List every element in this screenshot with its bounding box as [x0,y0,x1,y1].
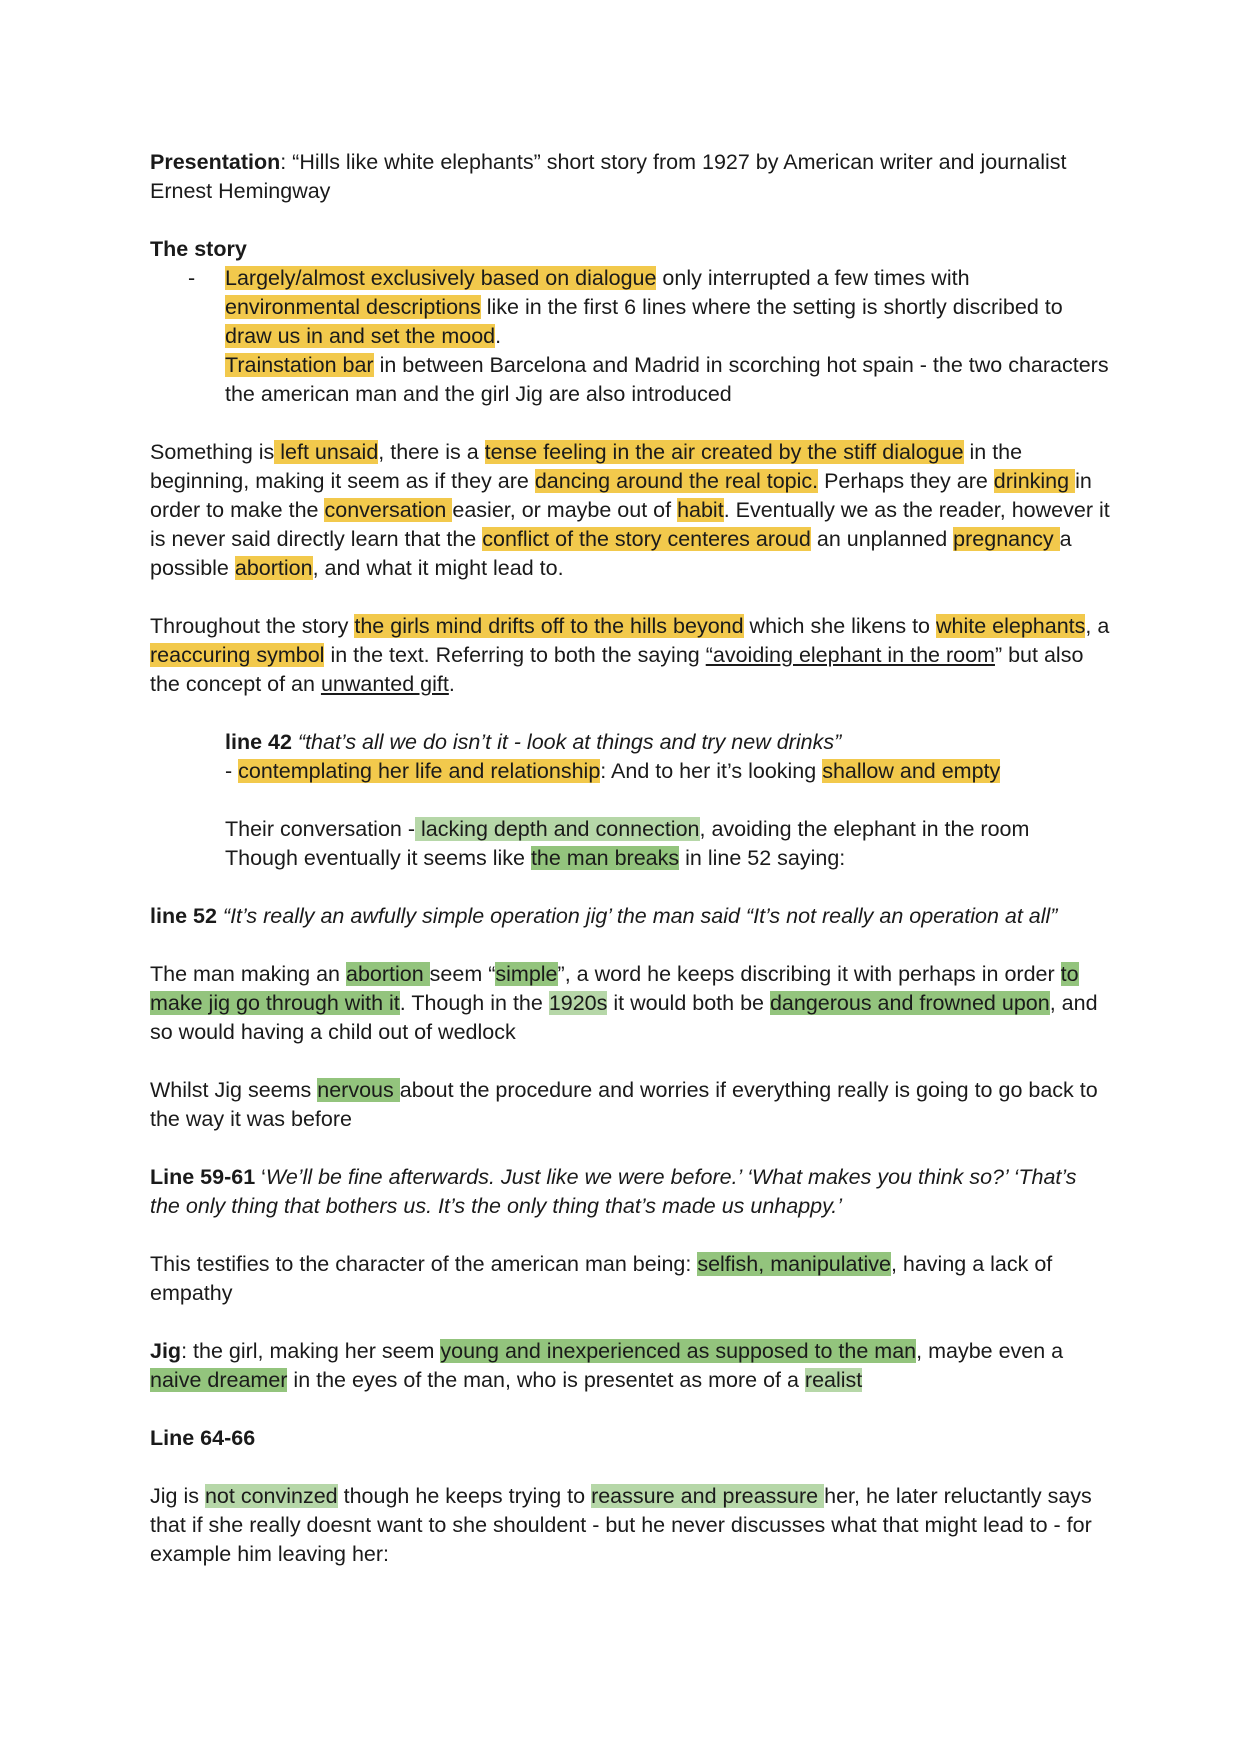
text-run: . Though in the [399,991,549,1015]
quote-line [225,728,1110,757]
highlight: the girls mind drifts off to the hills beyond [354,614,744,638]
highlight: 1920s [548,991,608,1015]
quote-text: “It’s really an awfully simple operation jig’ the man said “It’s not really an operation at all” [216,904,1058,928]
spacer [150,1134,1110,1163]
highlight: lacking depth and connection [415,817,700,841]
jig-label: Jig [150,1339,182,1363]
text-run: about the procedure and worries if everything really is going to go back to the way it was before [150,1078,1098,1131]
text-run: . Eventually we as the reader, however it is never said directly learn that the [150,498,1110,551]
text-run: which she likens to [743,614,936,638]
text-run: Though eventually it seems like [225,846,531,870]
paragraph-symbol [150,612,1110,699]
spacer [150,873,1110,902]
paragraph-setting [225,351,1110,409]
intro-label: Presentation [150,150,281,174]
paragraph-not-convinced [150,1482,1110,1569]
text-run: Jig is [150,1484,205,1508]
highlight: Largely/almost exclusively based on dialogue [225,266,657,290]
spacer [150,409,1110,438]
text-run: The man making an [150,962,346,986]
highlight: conversation [324,498,453,522]
text-run: in line 52 saying: [679,846,846,870]
line-label: Line 59-61 [150,1165,256,1189]
highlight: habit [677,498,724,522]
paragraph-dialogue [225,264,1110,351]
text-run: This testifies to the character of the american man being: [150,1252,698,1276]
spacer [150,583,1110,612]
underlined-text: unwanted gift [320,672,449,696]
highlight: reaccuring symbol [150,643,325,667]
highlight: dangerous and frowned upon [769,991,1050,1015]
text-run: , avoiding the elephant in the room [699,817,1030,841]
underlined-text: “avoiding elephant in the room [705,643,995,667]
text-run: , maybe even a [916,1339,1064,1363]
text-run: though he keeps trying to [337,1484,592,1508]
text-run: Perhaps they are [818,469,994,493]
text-run: in the beginning, making it seem as if they are [150,440,1023,493]
highlight: abortion [346,962,430,986]
spacer [150,786,1110,815]
highlight: to make jig go through with it [150,962,1079,1015]
line-label: line 52 [150,904,217,928]
text-line [225,815,1110,844]
highlight: simple [495,962,558,986]
text-run: . [448,672,455,696]
highlight: conflict of the story centeres aroud [482,527,811,551]
text-run: , and so would having a child out of wedlock [150,991,1098,1044]
line-64-66-heading: Line 64-66 [150,1426,256,1450]
highlight: dancing around the real topic. [534,469,819,493]
line-label: line 42 [225,730,292,754]
highlight: contemplating her life and relationship [238,759,601,783]
text-run: . [495,324,502,348]
text-run: in between Barcelona and Madrid in scorching hot spain - the two characters the american man and the girl Jig are also introduced [225,353,1109,406]
intro-paragraph [150,148,1110,206]
text-run: in order to make the [150,469,1092,522]
text-run: in the eyes of the man, who is presentet as more of a [287,1368,805,1392]
paragraph-abortion [150,960,1110,1047]
paragraph-jig [150,1337,1110,1395]
bullet-item [188,264,1110,409]
paragraph-conversation [225,815,1110,873]
text-run: , having a lack of empathy [150,1252,1053,1305]
highlight: left unsaid [274,440,379,464]
spacer [150,1453,1110,1482]
spacer [150,931,1110,960]
text-run: her, he later reluctantly says that if she really doesnt want to she shouldent - but he never discusses what that might lead to - for example him leaving her: [150,1484,1092,1566]
intro-text: : “Hills like white elephants” short story from 1927 by American writer and journalist Ernest Hemingway [150,150,1067,203]
highlight: Trainstation bar [225,353,374,377]
quote-comment [225,757,1110,786]
highlight: draw us in and set the mood [225,324,496,348]
highlight: shallow and empty [822,759,1001,783]
text-run: seem “ [429,962,496,986]
text-run: in the text. Referring to both the saying [324,643,706,667]
quote-text: We’ll be fine afterwards. Just like we were before.’ ‘What makes you think so?’ ‘That’s the only thing that bothers us. It’s the only thing that’s made us unhappy.’ [150,1165,1077,1218]
highlight: young and inexperienced as supposed to the man [440,1339,917,1363]
highlight: pregnancy [953,527,1060,551]
bullet-dash: - [188,266,196,290]
text-run: Whilst Jig seems [150,1078,318,1102]
text-line [225,844,1110,873]
text-run: : the girl, making her seem [181,1339,441,1363]
text-run: ‘ [255,1165,266,1189]
paragraph-character [150,1250,1110,1308]
quote-block-line-59-61 [150,1163,1110,1221]
text-run: like in the first 6 lines where the setting is shortly discribed to [480,295,1063,319]
highlight: tense feeling in the air created by the stiff dialogue [484,440,964,464]
paragraph-nervous [150,1076,1110,1134]
text-run: , a [1085,614,1110,638]
spacer [150,1308,1110,1337]
quote-text: “that’s all we do isn’t it - look at things and try new drinks” [291,730,842,754]
quote-block-line-42 [225,728,1110,786]
highlight: not convinzed [204,1484,338,1508]
quote-block-line-52 [150,902,1110,931]
text-run: it would both be [607,991,770,1015]
highlight: realist [804,1368,863,1392]
text-run: ” but also the concept of an [150,643,1084,696]
text-run: , there is a [378,440,485,464]
document-page [150,148,1110,1569]
highlight: reassure and preassure [591,1484,825,1508]
text-run: Throughout the story [150,614,355,638]
story-heading: The story [150,237,247,261]
text-run: Their conversation - [225,817,415,841]
text-run: ”, a word he keeps discribing it with perhaps in order [557,962,1061,986]
highlight: environmental descriptions [225,295,481,319]
highlight: selfish, manipulative [697,1252,891,1276]
text-run: an unplanned [810,527,954,551]
highlight: abortion [234,556,313,580]
highlight: nervous [317,1078,400,1102]
highlight: drinking [993,469,1076,493]
text-run: : And to her it’s looking [600,759,823,783]
highlight: naive dreamer [150,1368,288,1392]
text-run: , and what it might lead to. [312,556,564,580]
paragraph-unsaid [150,438,1110,583]
text-run: - [225,759,239,783]
spacer [150,1047,1110,1076]
highlight: the man breaks [530,846,680,870]
highlight: white elephants [935,614,1086,638]
spacer [150,1221,1110,1250]
spacer [150,206,1110,235]
text-run: only interrupted a few times with [656,266,970,290]
text-run: a possible [150,527,1072,580]
spacer [150,1395,1110,1424]
spacer [150,699,1110,728]
text-run: Something is [150,440,275,464]
text-run: easier, or maybe out of [452,498,678,522]
